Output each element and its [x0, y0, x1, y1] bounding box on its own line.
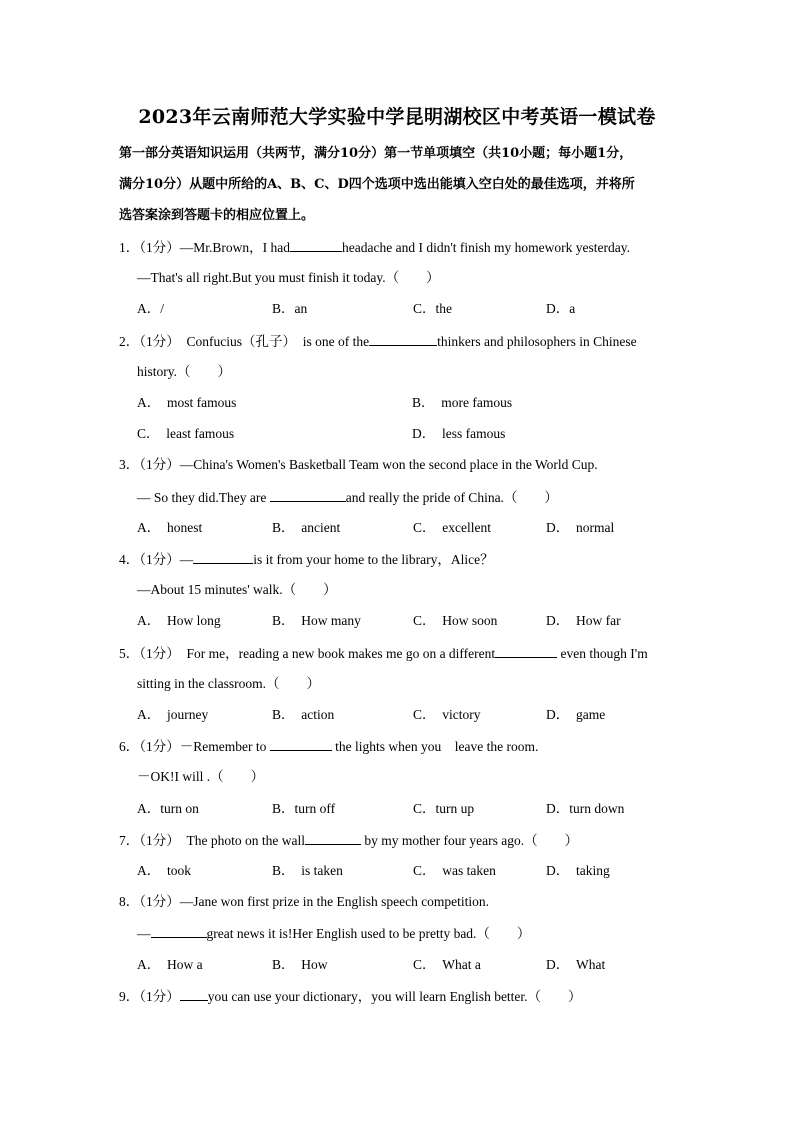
question-4-option-b: B． How many	[272, 613, 361, 628]
question-1-option-d: D．a	[546, 301, 576, 316]
question-3-stem: 3．（1分）—China's Women's Basketball Team won the second place in the World Cup.	[119, 457, 598, 472]
question-7-stem: 7．（1分） The photo on the wall by my mother four years ago.（ ）	[119, 833, 579, 848]
question-2-option-d: D． less famous	[412, 426, 506, 441]
question-6-option-b: B．turn off	[272, 801, 336, 816]
question-7-option-a: A． took	[137, 863, 191, 878]
question-7-option-c: C． was taken	[413, 863, 496, 878]
question-4-option-c: C． How soon	[413, 613, 498, 628]
answer-blank	[270, 488, 346, 502]
question-2-option-b: B． more famous	[412, 395, 513, 410]
question-6-stem: 6．（1分）－Remember to the lights when you leave the room.	[119, 739, 539, 754]
question-2-option-c: C． least famous	[137, 426, 235, 441]
question-5-option-d: D． game	[546, 707, 606, 722]
answer-blank	[151, 924, 207, 938]
question-4-option-d: D． How far	[546, 613, 621, 628]
question-3-reply: — So they did.They are and really the pride of China.（ ）	[137, 490, 558, 505]
question-2-stem-continued: history.（ ）	[137, 364, 231, 379]
question-6-option-d: D．turn down	[546, 801, 625, 816]
question-6-option-a: A．turn on	[137, 801, 199, 816]
answer-blank	[305, 831, 361, 845]
answer-blank	[180, 987, 208, 1001]
section-instructions-line-1: 第一部分英语知识运用（共两节，满分10分）第一节单项填空（共10小题；每小题1分，	[119, 146, 633, 161]
question-6-option-c: C．turn up	[413, 801, 475, 816]
question-3-option-c: C． excellent	[413, 520, 491, 535]
question-8-option-c: C． What a	[413, 957, 481, 972]
question-5-stem-continued: sitting in the classroom.（ ）	[137, 676, 320, 691]
question-8-reply: — great news it is!Her English used to be pretty bad.（ ）	[137, 926, 531, 941]
question-8-option-a: A． How a	[137, 957, 203, 972]
question-8-option-d: D． What	[546, 957, 606, 972]
exam-title: 2023年云南师范大学实验中学昆明湖校区中考英语一模试卷	[138, 106, 656, 128]
question-4-stem: 4．（1分）— is it from your home to the library，Alice？	[119, 552, 494, 567]
question-9-stem: 9．（1分） you can use your dictionary，you will learn English better.（ ）	[119, 989, 582, 1004]
question-3-option-d: D． normal	[546, 520, 615, 535]
question-1-option-a: A．/	[137, 301, 164, 316]
question-5-option-a: A． journey	[137, 707, 209, 722]
answer-blank	[495, 644, 557, 658]
question-7-option-d: D． taking	[546, 863, 610, 878]
question-6-reply: －OK!I will .（ ）	[137, 769, 265, 784]
section-instructions-line-2: 满分10分）从题中所给的A、B、C、D四个选项中选出能填入空白处的最佳选项，并将所	[119, 177, 635, 192]
question-2-option-a: A． most famous	[137, 395, 237, 410]
question-1-option-b: B．an	[272, 301, 308, 316]
question-2-stem: 2．（1分） Confucius（孔子） is one of the thinkers and philosophers in Chinese	[119, 334, 637, 349]
question-1-stem: 1．（1分）—Mr.Brown，I had headache and I didn't finish my homework yesterday.	[119, 240, 630, 255]
question-5-option-b: B． action	[272, 707, 335, 722]
answer-blank	[193, 550, 253, 564]
question-3-option-b: B． ancient	[272, 520, 341, 535]
question-1-option-c: C．the	[413, 301, 452, 316]
section-instructions-line-3: 选答案涂到答题卡的相应位置上。	[119, 208, 315, 223]
answer-blank	[369, 332, 437, 346]
question-4-option-a: A． How long	[137, 613, 221, 628]
question-8-option-b: B． How	[272, 957, 328, 972]
question-5-option-c: C． victory	[413, 707, 481, 722]
answer-blank	[270, 737, 332, 751]
question-8-stem: 8．（1分）—Jane won first prize in the English speech competition.	[119, 894, 490, 909]
question-1-reply: —That's all right.But you must finish it today.（ ）	[137, 270, 440, 285]
question-5-stem: 5．（1分） For me，reading a new book makes me go on a different even though I'm	[119, 646, 648, 661]
question-3-option-a: A． honest	[137, 520, 203, 535]
question-4-reply: —About 15 minutes' walk.（ ）	[137, 582, 337, 597]
answer-blank	[290, 238, 342, 252]
question-7-option-b: B． is taken	[272, 863, 343, 878]
